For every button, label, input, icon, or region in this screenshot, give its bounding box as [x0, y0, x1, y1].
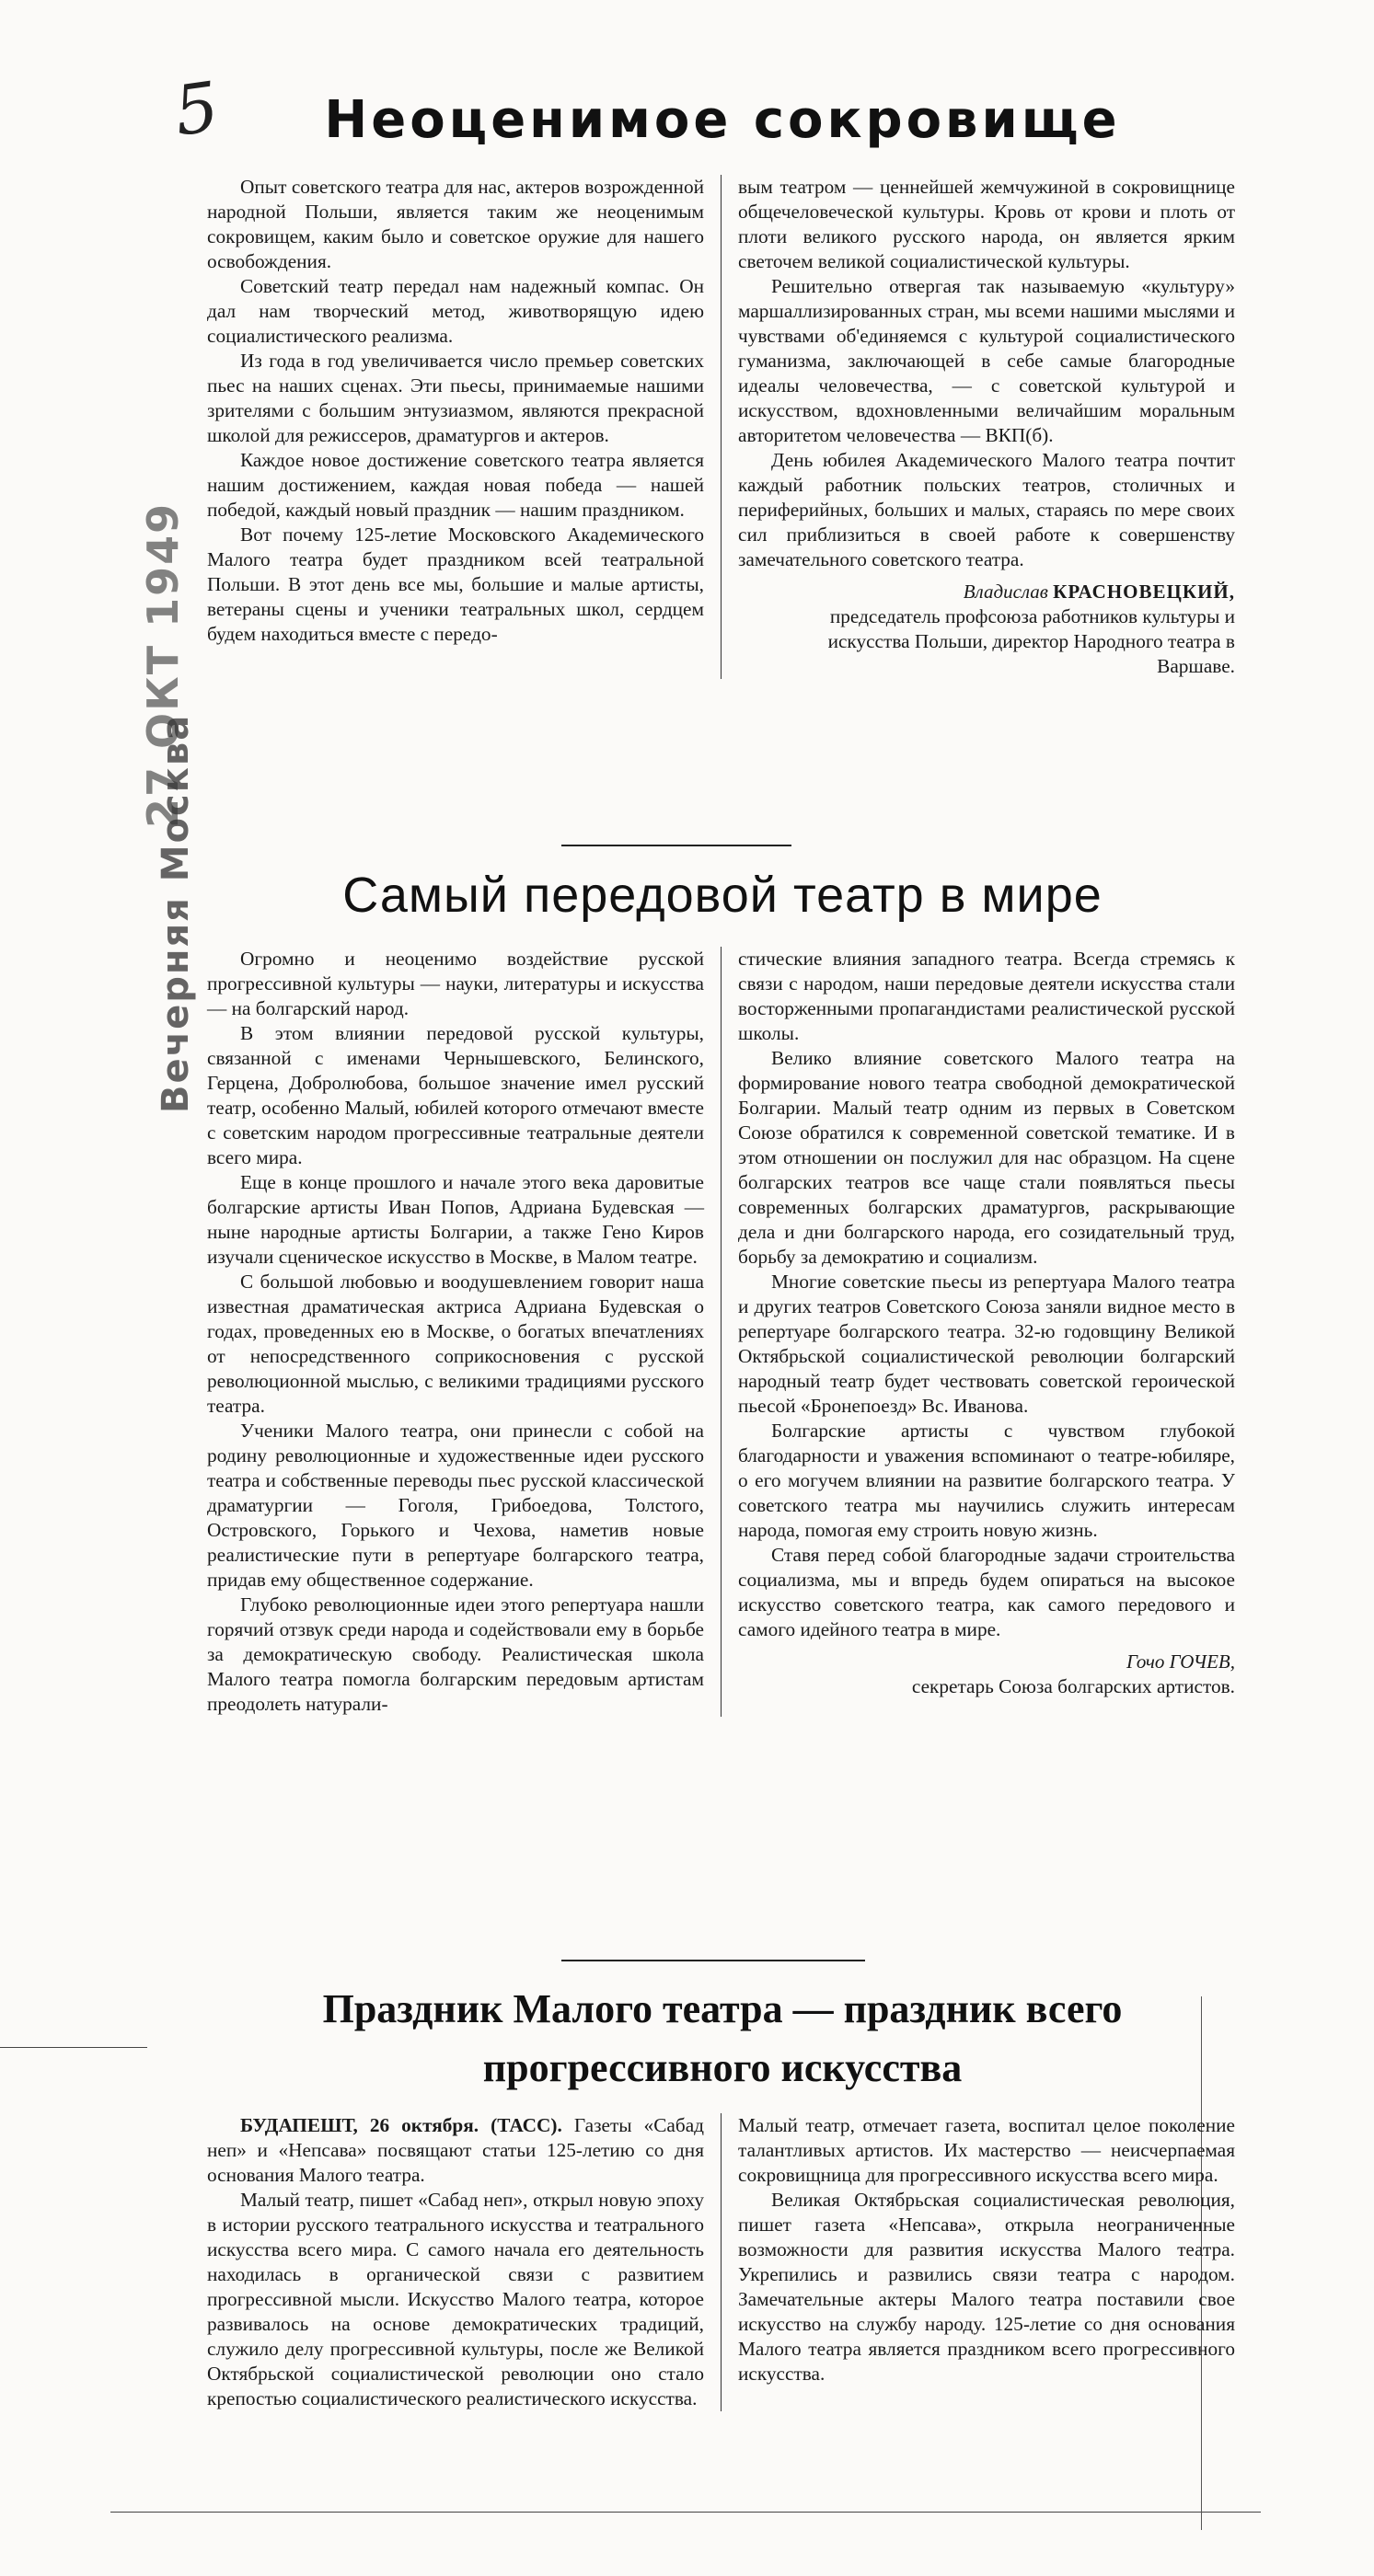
paragraph: Ученики Малого театра, они принесли с собой на родину революционные и художественные идеи русского театра и собственные переводы пьес русской классической драматургии — Гоголя, Грибоедова, Толстого, Островского, Горького и Чехова, наметив новые реалистические пути в репертуаре болгарского театра, придав ему общественное содержание.: [207, 1420, 704, 1592]
article-2-body: [207, 947, 1238, 1717]
paragraph: Вот почему 125-летие Московского Академического Малого театра будет праздником всей театральной Польши. В этот день все мы, большие и малые артисты, ветераны сцены и ученики театральных школ, сердцем будем находиться вместе с передо-: [207, 523, 704, 645]
paragraph: Велико влияние советского Малого театра на формирование нового театра свободной демократической Болгарии. Малый театр одним из первых в Советском Союзе обратился к современной советской тематике. И в этом отношении он послужил для нас образцом. На сцене болгарских театров все чаще стали появляться пьесы современных болгарских драматургов, раскрывающие дела и дни болгарского народа, его созидательный труд, борьбу за демократию и социализм.: [738, 1047, 1235, 1269]
paragraph: Из года в год увеличивается число премьер советских пьес на наших сценах. Эти пьесы, принимаемые нашими зрителями с большим энтузиазмом, являются прекрасной школой для режиссеров, драматургов и актеров.: [207, 349, 704, 446]
paragraph: В этом влиянии передовой русской культуры, связанной с именами Чернышевского, Белинского, Герцена, Добролюбова, большое значение имел русский театр, особенно Малый, юбилей которого отмечают вместе с советским народом прогрессивные театральные деятели всего мира.: [207, 1022, 704, 1169]
article-1-left-column: [207, 175, 721, 679]
paragraph: Еще в конце прошлого и начале этого века даровитые болгарские артисты Иван Попов, Адриана Будевская — ныне народные артисты Болгарии, а также Гено Киров изучали сценическое искусство в Москве, в Малом театре.: [207, 1171, 704, 1269]
article-3-headline-line-1: Праздник Малого театра — праздник всего: [322, 1986, 1123, 2031]
signature-surname: КРАСНОВЕЦКИЙ,: [1053, 580, 1235, 603]
paragraph: вым театром — ценнейшей жемчужиной в сокровищнице общечеловеческой культуры. Кровь от крови и плоть от плоти великого русского народа, он является ярким светочем великой социалистической культуры.: [738, 175, 1235, 272]
scan-edge-left: [0, 2047, 147, 2048]
article-3-left-column: [207, 2113, 721, 2411]
handwritten-page-number: 5: [169, 67, 224, 152]
paragraph: Опыт советского театра для нас, актеров возрожденной народной Польши, является таким же неоценимым сокровищем, каким было и советское оружие для нашего освобождения.: [207, 175, 704, 272]
paragraph: Болгарские артисты с чувством глубокой благодарности и уважения вспоминают о театре-юбиляре, о его могучем влиянии на развитие болгарского театра. У советского театра мы научились служить интересам народа, помогая ему строить новую жизнь.: [738, 1420, 1235, 1542]
article-2-right-column: [721, 947, 1235, 1717]
paragraph: Великая Октябрьская социалистическая революция, пишет газета «Непсава», открыла неограниченные возможности для развития искусства Малого театра. Укрепились и развились связи театра с народом. Замечательные актеры Малого театра поставили свое искусство на службу народу. 125-летие со дня основания Малого театра является праздником всего прогрессивного искусства.: [738, 2188, 1235, 2385]
date-stamp: 27 ОКТ 1949: [138, 501, 188, 828]
paragraph: День юбилея Академического Малого театра почтит каждый работник польских театров, столичных и периферийных, больших и малых, стараясь по мере своих сил приблизиться в своей работе к совершенству замечательного советского театра.: [738, 448, 1235, 570]
article-3: [207, 1987, 1238, 2411]
paragraph: Огромно и неоценимо воздействие русской прогрессивной культуры — науки, литературы и искусства — на болгарский народ.: [207, 948, 704, 1020]
signature-name: Гочо ГОЧЕВ,: [1126, 1650, 1235, 1673]
paragraph: Советский театр передал нам надежный компас. Он дал нам творческий метод, животворящую идею социалистического реализма.: [207, 274, 704, 347]
article-3-body: [207, 2113, 1238, 2411]
article-3-headline: [207, 1987, 1238, 2091]
newspaper-clipping: [207, 74, 1238, 2539]
paragraph: С большой любовью и воодушевлением говорит наша известная драматическая актриса Адриана Будевская о годах, проведенных ею в Москве, о богатых впечатлениях от непосредственного соприкосновения с русской революционной мыслью, с великими традициями русского театра.: [207, 1271, 704, 1418]
signature-first-name: Владислав: [963, 580, 1048, 603]
article-2-signature: [738, 1650, 1235, 1699]
paragraph: стические влияния западного театра. Всегда стремясь к связи с народом, наши передовые деятели искусства стали восторженными пропагандистами реалистической русской школы.: [738, 948, 1235, 1045]
paragraph: [207, 2113, 704, 2188]
paragraph: Малый театр, пишет «Сабад неп», открыл новую эпоху в истории русского театрального искусства и театрального искусства всего мира. С самого начала его деятельность находилась в органической связи с развитием прогрессивной мысли. Искусство Малого театра, которое развивалось на основе демократических традиций, служило делу прогрессивной культуры, после же Великой Октябрьской социалистической революции оно стало крепостью социалистического реалистического искусства.: [207, 2188, 704, 2409]
paragraph: Решительно отвергая так называемую «культуру» маршаллизированных стран, мы всеми нашими мыслями и чувствами об'единяемся с культурой социалистического гуманизма, заключающей в себе самые благородные идеалы человечества, — с советской культурой и искусством, вдохновленными величайшим моральным авторитетом человечества — ВКП(б).: [738, 274, 1235, 446]
article-2-left-column: [207, 947, 721, 1717]
article-1-right-column: [721, 175, 1235, 679]
article-1-signature: [738, 580, 1235, 679]
paragraph: Глубоко революционные идеи этого репертуара нашли горячий отзвук среди народа и содействовали ему в борьбе за демократическую свободу. Реалистическая школа Малого театра помогла болгарским передовым артистам преодолеть натурали-: [207, 1593, 704, 1716]
signature-name: [738, 580, 1235, 604]
article-separator: [561, 1960, 865, 1961]
paragraph: Ставя перед собой благородные задачи строительства социализма, мы и впредь будем опираться на высокое искусство советского театра, как самого передового и самого идейного театра в мире.: [738, 1544, 1235, 1641]
signature-role: председатель профсоюза работников культуры и искусства Польши, директор Народного театра в Варшаве.: [827, 604, 1235, 677]
article-2: [207, 868, 1238, 1717]
article-1: [207, 92, 1238, 679]
article-1-body: [207, 175, 1238, 679]
paragraph: Малый театр, отмечает газета, воспитал целое поколение талантливых артистов. Их мастерство — неисчерпаемая сокровищница для прогрессивного искусства всего мира.: [738, 2113, 1235, 2186]
article-3-right-column: [721, 2113, 1235, 2411]
article-separator: [561, 845, 791, 846]
dateline: БУДАПЕШТ, 26 октября. (ТАСС).: [240, 2113, 562, 2136]
source-stamp: Вечерняя Москва: [155, 713, 197, 1113]
lead-text: Газеты «Сабад неп» и «Непсава» посвящают статьи 125-летию со дня основания Малого театра.: [207, 2113, 704, 2186]
article-2-headline: Самый передовой театр в мире: [342, 868, 1103, 923]
article-3-headline-line-2: прогрессивного искусства: [482, 2045, 963, 2091]
paragraph: Многие советские пьесы из репертуара Малого театра и других театров Советского Союза заняли видное место в репертуаре болгарского театра. 32-ю годовщину Великой Октябрьской социалистической революции болгарский народный театр будет чествовать советской героической пьесой «Бронепоезд» Вс. Иванова.: [738, 1271, 1235, 1418]
signature-role: секретарь Союза болгарских артистов.: [911, 1675, 1235, 1698]
article-1-headline: Неоценимое сокровище: [324, 90, 1121, 150]
paragraph: Каждое новое достижение советского театра является нашим достижением, каждая новая победа — нашей победой, каждый новый праздник — нашим праздником.: [207, 448, 704, 521]
